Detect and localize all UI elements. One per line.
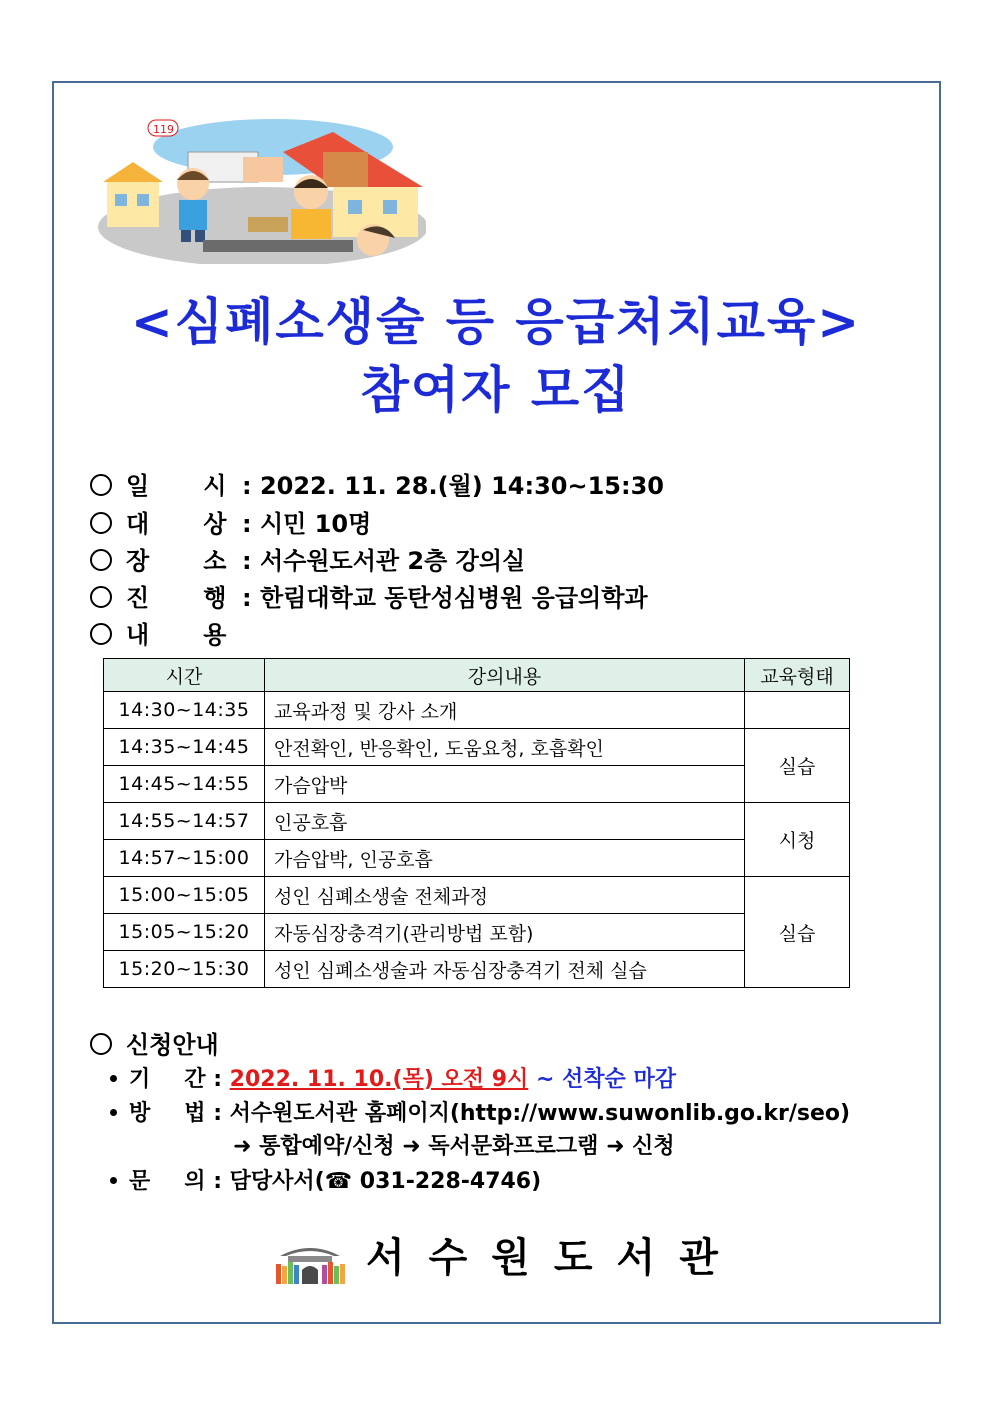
row-form [745,692,850,729]
detail-value: 2022. 11. 28.(월) 14:30~15:30 [259,472,664,500]
row-content: 성인 심폐소생술과 자동심장충격기 전체 실습 [265,951,745,988]
poster-title-line2: 참여자 모집 [360,361,632,419]
contact-label-b: 의 [184,1169,206,1194]
library-logo-icon [270,1238,350,1286]
detail-label-a: 대 [126,510,150,538]
apply-heading [90,1025,219,1060]
row-time: 14:45~14:55 [104,766,265,803]
detail-place: 장 소 : 서수원도서관 2층 강의실 [90,541,525,576]
circle-bullet-icon [90,586,112,608]
table-row [104,877,850,914]
detail-label-b: 소 [203,547,227,575]
row-content: 가슴압박, 인공호흡 [265,840,745,877]
bullet-dot-icon [110,1109,117,1116]
period-label-a: 기 [129,1067,151,1092]
table-row [104,951,850,988]
emergency-scene-illustration [93,112,426,264]
period-label-b: 간 [184,1067,206,1092]
apply-method: 방 법 : 서수원도서관 홈페이지(http://www.suwonlib.go.kr/seo) [110,1096,850,1127]
apply-period: 기 간 : 2022. 11. 10.(목) 오전 9시 ~ 선착순 마감 [110,1062,676,1093]
contact-label-a: 문 [129,1169,151,1194]
poster-title-line1: <심폐소생술 등 응급처치교육> [130,293,862,351]
circle-bullet-icon [90,512,112,534]
table-row [104,766,850,803]
detail-value: 한림대학교 동탄성심병원 응급의학과 [259,584,648,612]
row-content: 인공호흡 [265,803,745,840]
detail-value: 서수원도서관 2층 강의실 [259,547,526,575]
detail-label-a: 장 [126,547,150,575]
row-content: 교육과정 및 강사 소개 [265,692,745,729]
detail-label-a: 진 [126,584,150,612]
table-row [104,803,850,840]
row-time: 14:35~14:45 [104,729,265,766]
detail-label-b: 용 [203,621,227,649]
circle-bullet-icon [90,623,112,645]
library-name: 서수원도서관 [366,1235,742,1281]
detail-content [90,615,242,650]
detail-host: 진 행 : 한림대학교 동탄성심병원 응급의학과 [90,578,648,613]
table-row [104,914,850,951]
row-content: 성인 심폐소생술 전체과정 [265,877,745,914]
detail-target: 대 상 : 시민 10명 [90,504,371,539]
row-content: 자동심장충격기(관리방법 포함) [265,914,745,951]
row-form: 시청 [745,803,850,877]
row-time: 14:57~15:00 [104,840,265,877]
table-row [104,729,850,766]
method-path: ➜ 통합예약/신청 ➜ 독서문화프로그램 ➜ 신청 [233,1134,675,1159]
table-row [104,692,850,729]
apply-contact: 문 의 : 담당사서(☎ 031-228-4746) [110,1164,541,1195]
row-time: 15:00~15:05 [104,877,265,914]
detail-date: 일 시 : 2022. 11. 28.(월) 14:30~15:30 [90,466,664,501]
bullet-dot-icon [110,1075,117,1082]
detail-label-b: 행 [203,584,227,612]
row-time: 15:05~15:20 [104,914,265,951]
row-time: 15:20~15:30 [104,951,265,988]
row-form: 실습 [745,877,850,988]
table-row [104,840,850,877]
detail-label-a: 일 [126,472,150,500]
row-content: 안전확인, 반응확인, 도움요청, 호흡확인 [265,729,745,766]
apply-heading-text: 신청안내 [126,1031,219,1059]
period-tail: ~ 선착순 마감 [535,1067,676,1092]
method-label-a: 방 [129,1101,151,1126]
detail-label-a: 내 [126,621,150,649]
detail-label-b: 상 [203,510,227,538]
row-time: 14:30~14:35 [104,692,265,729]
header-content: 강의내용 [265,659,745,692]
circle-bullet-icon [90,474,112,496]
detail-label-b: 시 [203,472,227,500]
contact-value: 담당사서(☎ 031-228-4746) [229,1169,542,1194]
period-date: 2022. 11. 10.(목) 오전 9시 [229,1067,529,1092]
header-time: 시간 [104,659,265,692]
bullet-dot-icon [110,1177,117,1184]
row-time: 14:55~14:57 [104,803,265,840]
method-label-b: 법 [184,1101,206,1126]
badge-119-label: 119 [153,123,174,136]
circle-bullet-icon [90,1033,112,1055]
circle-bullet-icon [90,549,112,571]
method-value: 서수원도서관 홈페이지(http://www.suwonlib.go.kr/seo) [229,1101,851,1126]
table-header-row [104,659,850,692]
row-form: 실습 [745,729,850,803]
header-form: 교육형태 [745,659,850,692]
detail-value: 시민 10명 [259,510,372,538]
row-content: 가슴압박 [265,766,745,803]
schedule-table [103,658,850,988]
